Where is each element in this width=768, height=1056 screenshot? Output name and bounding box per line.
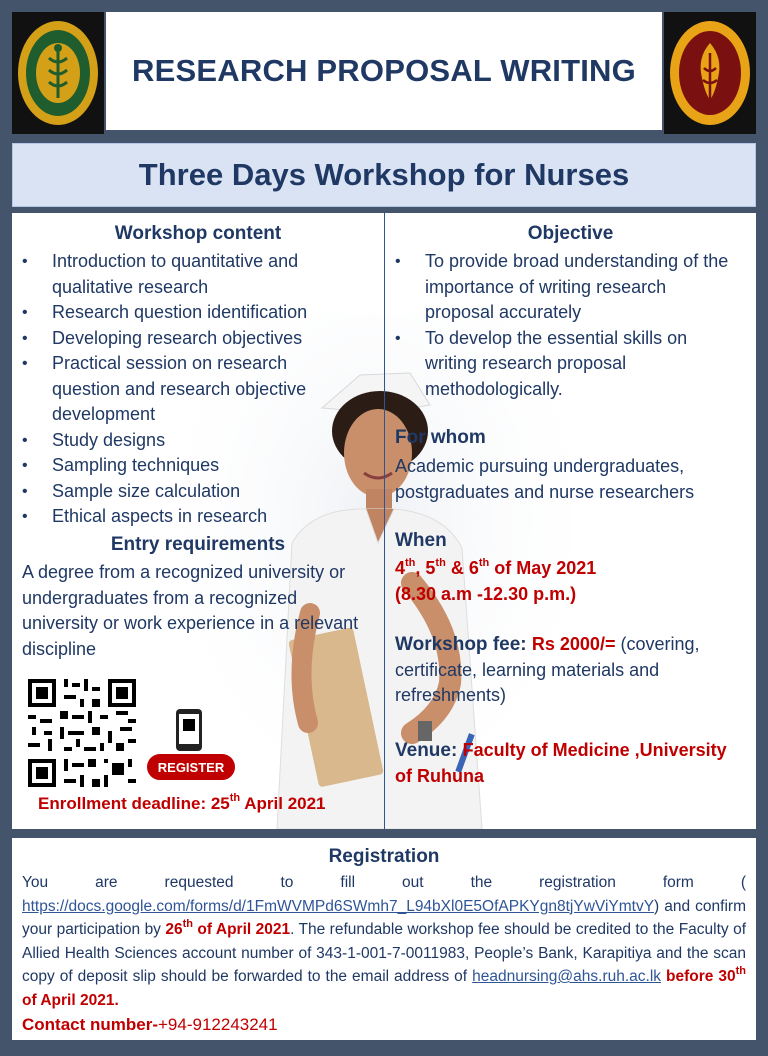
list-item: • To provide broad understanding of the importance of writing research proposal accurately [385,249,740,326]
workshop-content-heading: Workshop content [114,223,282,244]
when-heading: When [395,530,447,551]
subtitle-banner [12,143,756,207]
entry-requirements-heading: Entry requirements [110,534,286,555]
list-item: • Sampling techniques [12,453,342,479]
objective-heading: Objective [527,223,614,244]
faculty-logo [12,12,104,134]
when-time: (8.30 a.m -12.30 p.m.) [395,584,577,604]
page-subtitle: Three Days Workshop for Nurses [138,157,630,192]
list-item: • Research question identification [12,300,342,326]
enrollment-deadline: Enrollment deadline: 25th April 2021 [38,792,326,813]
register-badge[interactable] [144,709,238,787]
contact-number: Contact number-+94-912243241 [22,1015,278,1034]
register-button-label[interactable]: REGISTER [157,760,225,775]
workshop-content-list [12,249,342,530]
list-item: • Developing research objectives [12,326,342,352]
venue: Venue: Faculty of Medicine ,University of Ruhuna [395,740,727,786]
university-logo [664,12,756,134]
faculty-seal-icon [16,18,100,128]
registration-form-link[interactable]: https://docs.google.com/forms/d/1FmWVMPd6SWmh7_L94bXl0E5OfAPKYgn8tjYwViYmtvY [22,897,655,915]
list-item: • Introduction to quantitative and qualitative research [12,249,342,300]
registration-panel [12,838,756,1040]
when-dates: 4th, 5th & 6th of May 2021 [395,557,597,578]
phone-icon [176,709,202,751]
for-whom-heading: For whom [395,427,486,448]
for-whom-text: Academic pursuing undergraduates, postgraduates and nurse researchers [395,456,695,502]
workshop-fee: Workshop fee: Rs 2000/= (covering, certificate, learning materials and refreshments) [395,634,700,705]
main-panel [12,213,756,829]
qr-code-icon[interactable] [24,675,140,791]
email-link[interactable]: headnursing@ahs.ruh.ac.lk [472,968,662,985]
page-title: RESEARCH PROPOSAL WRITING [132,53,636,88]
list-item: • To develop the essential skills on writing research proposal methodologically. [385,326,740,403]
objective-list [385,249,740,402]
list-item: • Practical session on research question and research objective development [12,351,342,428]
entry-requirements-text: A degree from a recognized university or undergraduates from a recognized university or work experience in a relevant discipline [22,562,359,659]
list-item: • Study designs [12,428,342,454]
title-banner [106,12,662,130]
list-item: • Ethical aspects in research [12,504,342,530]
university-seal-icon [668,18,752,128]
registration-text: You are requested to fill out the registration form ( https://docs.google.com/forms/d/1FmWVMPd6SWmh7_L94bXl0E5OfAPKYgn8tjYwViYmtvY) and confirm your participation by 26th of April 2021. The refundable workshop fee should be credited to the Faculty of Allied Health Sciences account number of 343-1-001-7-0011983, People’s Bank, Karapitiya and the scan copy of deposit slip should be forwarded to the email address of headnursing@ahs.ruh.ac.lk before 30th of April 2021. [22,874,746,1009]
registration-heading: Registration [328,846,440,867]
list-item: • Sample size calculation [12,479,342,505]
